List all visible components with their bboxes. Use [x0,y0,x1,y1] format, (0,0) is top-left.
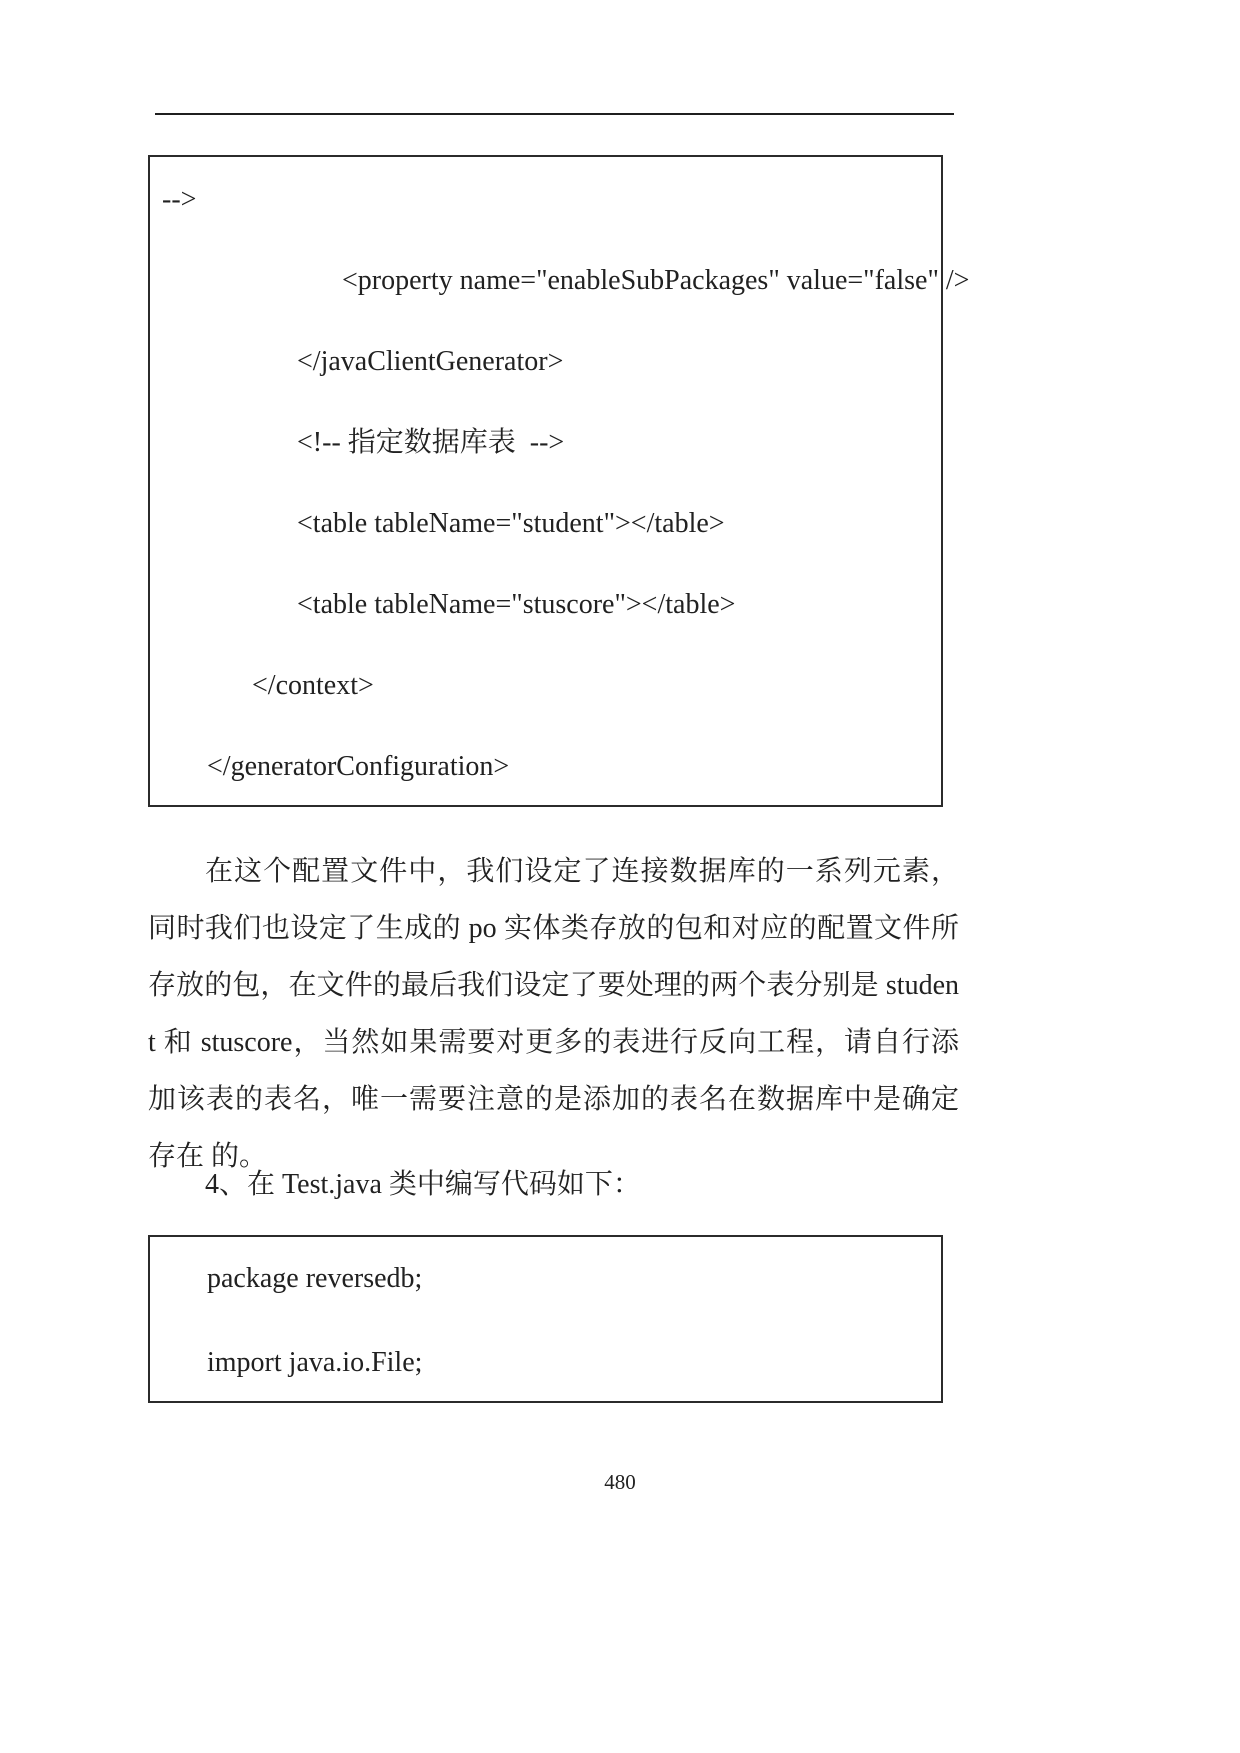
body-paragraph: 在这个配置文件中，我们设定了连接数据库的一系列元素，同时我们也设定了生成的 po 实体类存放的包和对应的配置文件所存放的包，在文件的最后我们设定了要处理的两个表分别是 student 和 stuscore，当然如果需要对更多的表进行反向工程，请自行添加该表的表名，唯一需要注意的是添加的表名在数据库中是确定存在 的。 [148,856,959,1172]
code-line: <table tableName="student"></table> [162,508,725,539]
code-line: </javaClientGenerator> [162,346,564,377]
code-line: import java.io.File; [162,1347,423,1378]
code-line: </generatorConfiguration> [162,751,510,782]
code-line: --> [162,184,197,215]
step-heading: 4、在 Test.java 类中编写代码如下： [205,1169,641,1200]
code-line: <property name="enableSubPackages" value="false" /> [162,265,970,296]
xml-code-block [148,155,970,807]
code-line: <!-- 指定数据库表 --> [162,427,565,458]
code-line: <table tableName="stuscore"></table> [162,589,736,620]
java-code-block [148,1235,943,1403]
header-rule [155,113,954,115]
code-line: </context> [162,670,374,701]
page-number: 480 [604,1470,636,1494]
code-line: package reversedb; [162,1263,423,1294]
